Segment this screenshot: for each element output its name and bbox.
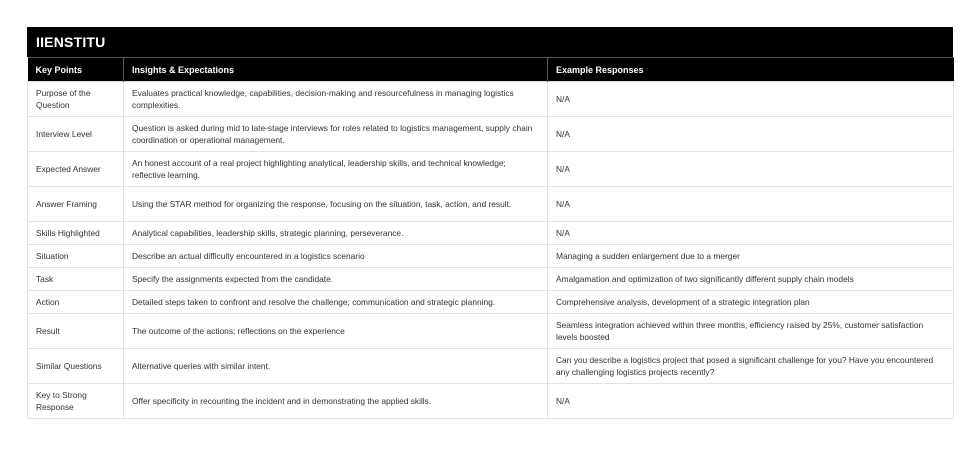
table-row [28,187,954,222]
key-point-cell: Answer Framing [28,187,124,222]
brand-banner [27,27,953,57]
header-examples: Example Responses [548,58,954,82]
example-cell: Can you describe a logistics project that posed a significant challenge for you? Have you encountered any challenging logistics projects recently? [548,349,954,384]
example-cell: Managing a sudden enlargement due to a merger [548,245,954,268]
insight-cell: An honest account of a real project highlighting analytical, leadership skills, and technical knowledge; reflective learning. [124,152,548,187]
example-cell: Comprehensive analysis, development of a strategic integration plan [548,291,954,314]
key-point-cell: Result [28,314,124,349]
table-row [28,152,954,187]
example-cell: Seamless integration achieved within three months, efficiency raised by 25%, customer satisfaction levels boosted [548,314,954,349]
insight-cell: Specify the assignments expected from the candidate. [124,268,548,291]
insight-cell: Using the STAR method for organizing the response, focusing on the situation, task, action, and result. [124,187,548,222]
table-row [28,245,954,268]
content-table-frame [27,27,953,419]
insight-cell: Analytical capabilities, leadership skills, strategic planning, perseverance. [124,222,548,245]
table-row [28,291,954,314]
header-key-points: Key Points [28,58,124,82]
insight-cell: Evaluates practical knowledge, capabilities, decision-making and resourcefulness in managing logistics complexities. [124,82,548,117]
key-point-cell: Situation [28,245,124,268]
insight-cell: Describe an actual difficulty encountered in a logistics scenario [124,245,548,268]
table-row [28,349,954,384]
example-cell: N/A [548,222,954,245]
brand-title: IIENSTITU [36,34,106,50]
key-point-cell: Task [28,268,124,291]
example-cell: N/A [548,384,954,419]
key-point-cell: Action [28,291,124,314]
insight-cell: Detailed steps taken to confront and resolve the challenge; communication and strategic planning. [124,291,548,314]
insight-cell: The outcome of the actions; reflections on the experience [124,314,548,349]
key-point-cell: Similar Questions [28,349,124,384]
table-header-row [28,58,954,82]
key-point-cell: Key to Strong Response [28,384,124,419]
key-points-table [27,57,954,419]
table-row [28,82,954,117]
table-row [28,222,954,245]
table-row [28,117,954,152]
header-insights: Insights & Expectations [124,58,548,82]
key-point-cell: Purpose of the Question [28,82,124,117]
key-point-cell: Expected Answer [28,152,124,187]
key-point-cell: Interview Level [28,117,124,152]
example-cell: N/A [548,82,954,117]
table-row [28,384,954,419]
example-cell: N/A [548,152,954,187]
example-cell: N/A [548,187,954,222]
table-row [28,314,954,349]
table-row [28,268,954,291]
example-cell: N/A [548,117,954,152]
insight-cell: Alternative queries with similar intent. [124,349,548,384]
insight-cell: Question is asked during mid to late-stage interviews for roles related to logistics management, supply chain coordination or operational management. [124,117,548,152]
key-point-cell: Skills Highlighted [28,222,124,245]
example-cell: Amalgamation and optimization of two significantly different supply chain models [548,268,954,291]
insight-cell: Offer specificity in recounting the incident and in demonstrating the applied skills. [124,384,548,419]
